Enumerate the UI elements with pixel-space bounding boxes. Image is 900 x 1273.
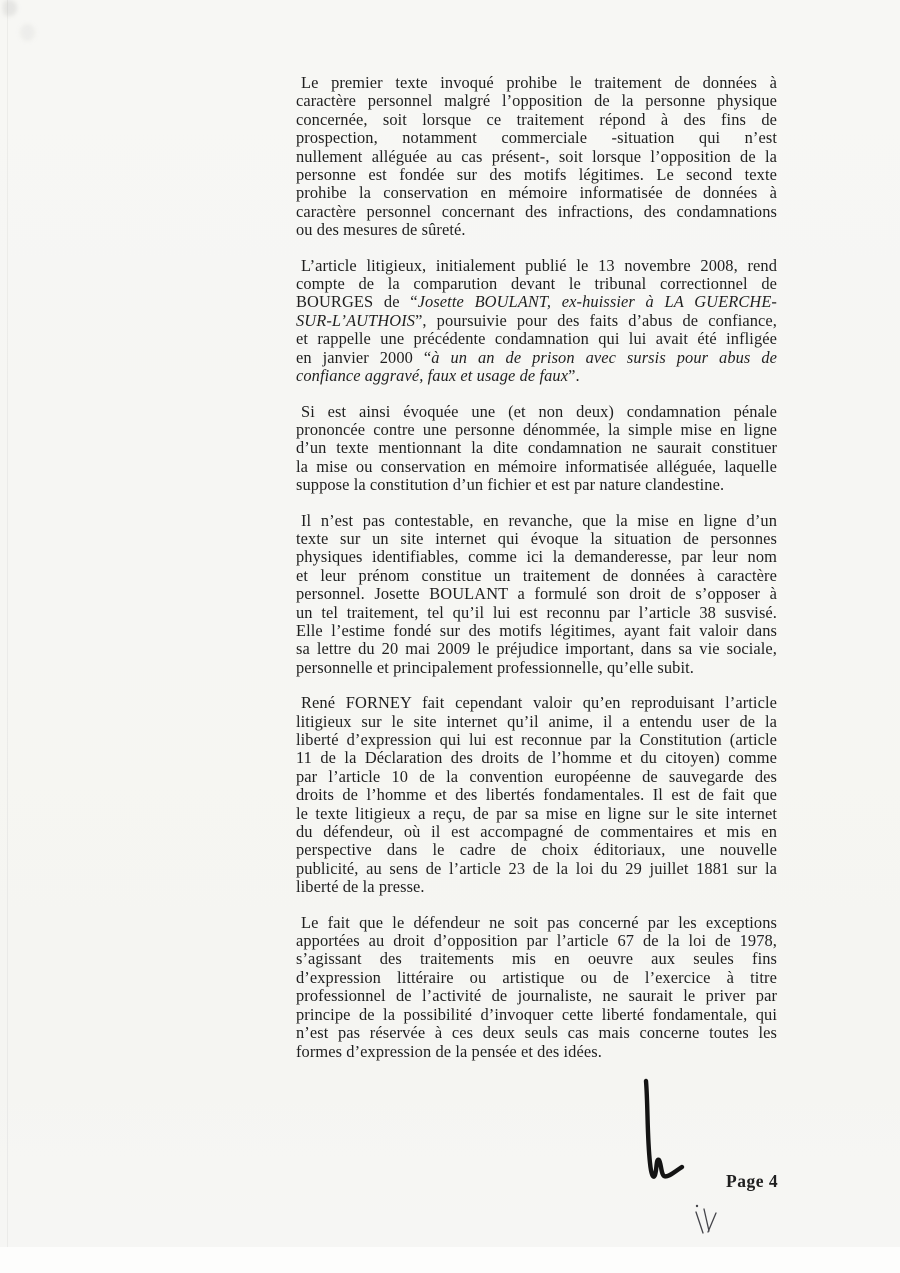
text-line: confiance aggravé, faux et usage de faux”. <box>296 366 580 386</box>
text-line: suppose la constitution d’un fichier et est par nature clandestine. <box>296 475 725 495</box>
page-number: Page 4 <box>726 1171 779 1191</box>
text-line: texte sur un site internet qui évoque la situation de personnes <box>296 528 777 548</box>
text-line: Elle l’estime fondé sur des motifs légitimes, ayant fait valoir dans <box>296 620 777 640</box>
text-line: Le fait que le défendeur ne soit pas concerné par les exceptions <box>301 912 777 932</box>
paragraph <box>296 403 777 495</box>
text-line: par l’article 10 de la convention européenne de sauvegarde des <box>296 766 777 786</box>
text-line: liberté de la presse. <box>296 877 425 897</box>
text-line: concernée, soit lorsque ce traitement répond à des fins de <box>296 109 777 129</box>
text-line: s’agissant des traitements mis en oeuvre aux seules fins <box>296 949 777 969</box>
text-line: Si est ainsi évoquée une (et non deux) condamnation pénale <box>301 401 777 421</box>
text-line: formes d’expression de la pensée et des idées. <box>296 1041 602 1061</box>
text-line: professionnel de l’activité de journaliste, ne saurait le priver par <box>296 986 777 1006</box>
text-line: 11 de la Déclaration des droits de l’homme et du citoyen) comme <box>296 748 777 768</box>
text-line: prononcée contre une personne dénommée, la simple mise en ligne <box>296 419 777 439</box>
text-line: compte de la comparution devant le tribunal correctionnel de <box>296 274 777 294</box>
text-line: litigieux sur le site internet qu’il anime, il a entendu user de la <box>296 711 777 731</box>
text-line: nullement alléguée au cas présent-, soit lorsque l’opposition de la <box>296 146 777 166</box>
paragraph <box>296 914 777 1061</box>
text-line: Il n’est pas contestable, en revanche, que la mise en ligne d’un <box>301 510 777 530</box>
text-line: droits de l’homme et des libertés fondamentales. Il est de fait que <box>296 785 777 805</box>
text-line: liberté d’expression qui lui est reconnue par la Constitution (article <box>296 730 777 749</box>
text-line: publicité, au sens de l’article 23 de la loi du 29 juillet 1881 sur la <box>296 858 777 878</box>
text-line: BOURGES de “Josette BOULANT, ex-huissier à LA GUERCHE- <box>296 292 777 312</box>
text-line: caractère personnel malgré l’opposition de la personne physique <box>296 91 777 111</box>
text-line: ou des mesures de sûreté. <box>296 220 466 240</box>
scan-edge <box>0 1247 900 1273</box>
text-line: prohibe la conservation en mémoire informatisée de données à <box>296 183 777 203</box>
text-line: apportées au droit d’opposition par l’article 67 de la loi de 1978, <box>296 931 777 951</box>
text-line: personnel. Josette BOULANT a formulé son droit de s’opposer à <box>296 584 777 604</box>
text-line: la mise ou conservation en mémoire informatisée alléguée, laquelle <box>296 456 777 476</box>
text-line: principe de la possibilité d’invoquer cette liberté fondamentale, qui <box>296 1004 777 1024</box>
text-line: René FORNEY fait cependant valoir qu’en reproduisant l’article <box>301 693 777 713</box>
text-line: et leur prénom constitue un traitement de données à caractère <box>296 565 777 585</box>
text-line: un tel traitement, tel qu’il lui est reconnu par l’article 38 susvisé. <box>296 602 777 622</box>
text-line: prospection, notamment commerciale -situation qui n’est <box>296 128 777 148</box>
paragraph <box>296 74 777 240</box>
text-line: du défendeur, où il est accompagné de commentaires et mis en <box>296 822 777 842</box>
scan-edge-line <box>7 0 8 1273</box>
text-line: physiques identifiables, comme ici la demanderesse, par leur nom <box>296 547 777 567</box>
text-line: et rappelle une précédente condamnation qui lui avait été infligée <box>296 329 777 349</box>
text-line: caractère personnel concernant des infractions, des condamnations <box>296 201 777 221</box>
text-line: d’expression littéraire ou artistique ou de l’exercice à titre <box>296 967 777 987</box>
document-body <box>296 74 777 1061</box>
text-line: d’un texte mentionnant la dite condamnation ne saurait constituer <box>296 438 777 458</box>
text-line: L’article litigieux, initialement publié le 13 novembre 2008, rend <box>301 255 777 275</box>
text-line: sa lettre du 20 mai 2009 le préjudice important, dans sa vie sociale, <box>296 639 777 659</box>
text-line: le texte litigieux a reçu, de par sa mise en ligne sur le site internet <box>296 803 777 823</box>
text-line: Le premier texte invoqué prohibe le traitement de données à <box>301 73 777 92</box>
paragraph <box>296 512 777 678</box>
paragraph <box>296 694 777 896</box>
scan-artifact <box>20 24 35 41</box>
text-line: perspective dans le cadre de choix éditoriaux, une nouvelle <box>296 840 777 860</box>
text-line: en janvier 2000 “à un an de prison avec sursis pour abus de <box>296 347 777 367</box>
text-line: SUR-L’AUTHOIS”, poursuivie pour des faits d’abus de confiance, <box>296 310 777 330</box>
pen-scribble <box>688 1200 726 1242</box>
paragraph <box>296 257 777 386</box>
scan-artifact <box>3 0 17 16</box>
signature-ink <box>635 1074 695 1186</box>
text-line: personne est fondée sur des motifs légitimes. Le second texte <box>296 165 777 185</box>
text-line: personnelle et principalement professionnelle, qu’elle subit. <box>296 657 694 677</box>
text-line: n’est pas réservée à ces deux seuls cas mais concerne toutes les <box>296 1023 777 1043</box>
